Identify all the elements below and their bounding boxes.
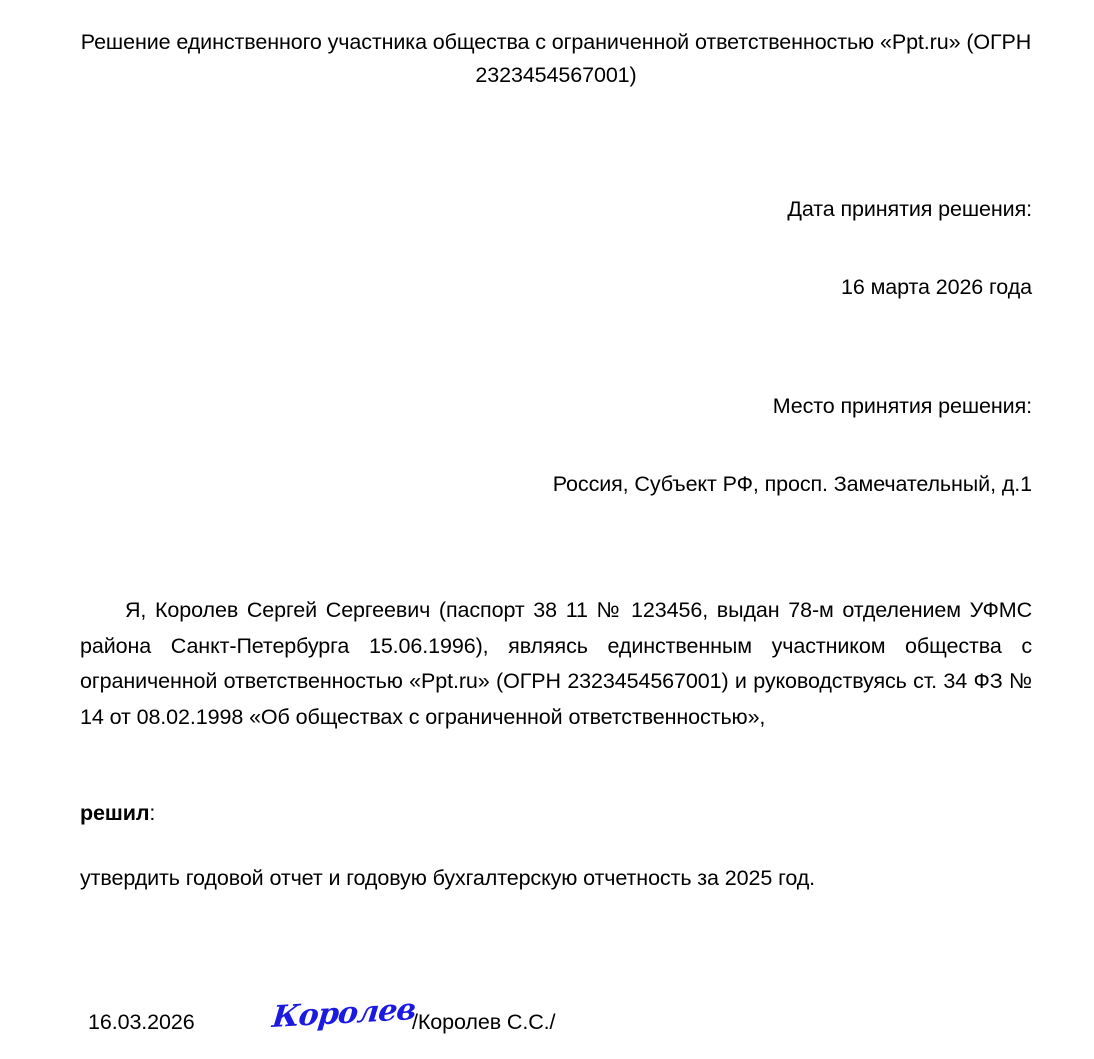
decision-place-value: Россия, Субъект РФ, просп. Замечательный, д.1 (552, 472, 1032, 496)
decision-date-label: Дата принятия решения: (787, 197, 1032, 221)
decision-date-block (80, 193, 1032, 304)
document-title (80, 26, 1032, 92)
resolve-heading-word: решил (80, 801, 150, 825)
decision-place-label: Место принятия решения: (772, 394, 1032, 418)
signature-row (80, 992, 640, 1051)
document-title-line-1: Решение единственного участника общества с ограниченной ответственностью (80, 30, 875, 54)
signature-date: 16.03.2026 (88, 1010, 195, 1034)
resolution-paragraph: утвердить годовой отчет и годовую бухгалтерскую отчетность за 2025 год. (80, 866, 816, 890)
preamble-paragraph: Я, Королев Сергей Сергеевич (паспорт 38 11 № 123456, выдан 78-м отделением УФМС района Санкт-Петербурга 15.06.1996), являясь единственным участником общества с ограниченной ответственностью «Ppt.ru» (ОГРН 2323454567001) и руководствуясь ст. 34 ФЗ № 14 от 08.02.1998 «Об обществах с ограниченной ответственностью», (80, 598, 1032, 729)
decision-place-block (80, 390, 1032, 501)
place-block-spacer (80, 423, 1032, 468)
document-title-line-2: «Ppt.ru» (ОГРН 2323454567001) (475, 30, 1032, 87)
resolve-heading-colon: : (149, 801, 156, 825)
decision-date-value: 16 марта 2026 года (840, 275, 1032, 299)
resolve-heading (80, 797, 155, 830)
handwritten-signature: Королев (270, 992, 418, 1036)
date-block-spacer (80, 226, 1032, 271)
signatory-name: /Королев С.С./ (412, 1010, 556, 1034)
